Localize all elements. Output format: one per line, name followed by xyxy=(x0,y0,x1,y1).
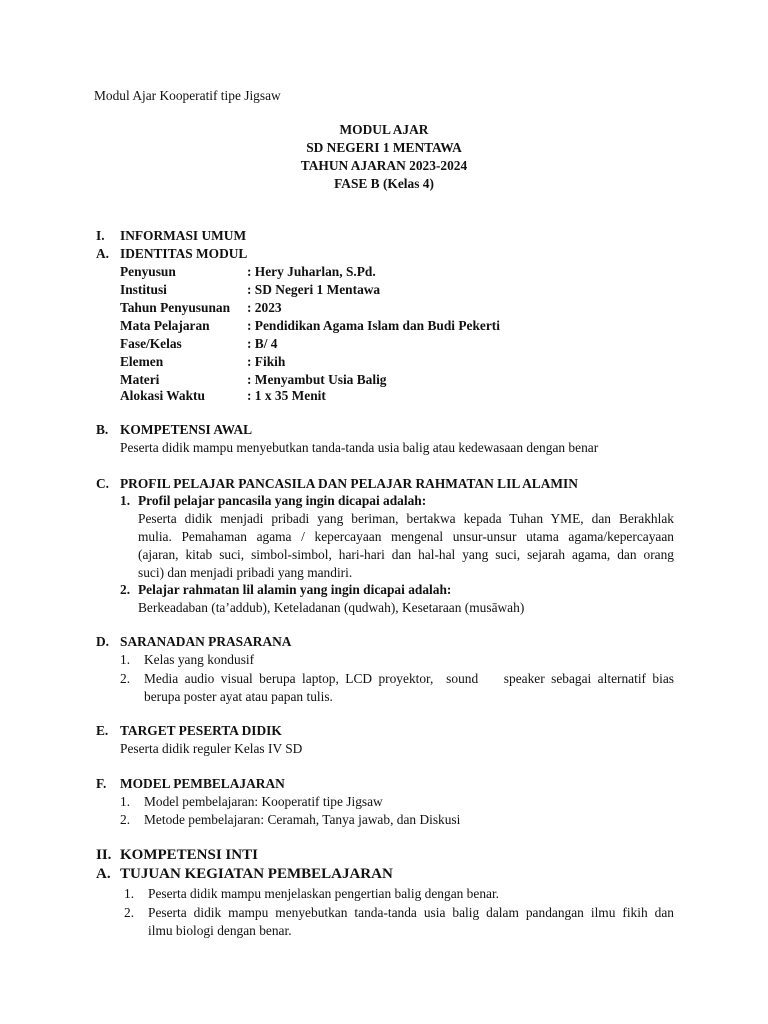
identity-label: Penyusun xyxy=(120,264,176,279)
kompetensi-awal-text: Peserta didik mampu menyebutkan tanda-tanda usia balig atau kedewasaan dengan benar xyxy=(120,440,599,455)
list-item: Media audio visual berupa laptop, LCD proyektor, sound speaker sebagai alternatif bias xyxy=(144,671,674,686)
list-item: Peserta didik mampu menyebutkan tanda-tanda usia balig dalam pandangan ilmu fikih dan xyxy=(148,905,674,920)
subsection-f-title: MODEL PEMBELAJARAN xyxy=(120,776,285,791)
title-line-2: SD NEGERI 1 MENTAWA xyxy=(306,140,462,155)
list-item-number: 2. xyxy=(120,812,131,827)
title-line-1: MODUL AJAR xyxy=(339,122,429,137)
paragraph-line: (ajaran, kitab suci, simbol-simbol, hari-hari dan hal-hal yang suci, sejarah agama, dan orang xyxy=(138,547,674,562)
list-item-number: 1. xyxy=(120,652,131,667)
identity-value: : 2023 xyxy=(247,300,282,315)
subsection-f-number: F. xyxy=(96,776,107,791)
identity-label: Elemen xyxy=(120,354,164,369)
profil-pancasila-title: Profil pelajar pancasila yang ingin dicapai adalah: xyxy=(138,493,427,508)
subsection-d-title: SARANADAN PRASARANA xyxy=(120,634,292,649)
identity-value: : 1 x 35 Menit xyxy=(247,388,326,403)
identity-label: Institusi xyxy=(120,282,167,297)
list-item: Peserta didik mampu menjelaskan pengertian balig dengan benar. xyxy=(148,886,500,901)
list-item-number: 1. xyxy=(124,886,135,901)
section-1-title: INFORMASI UMUM xyxy=(120,228,247,243)
subsection-c-title: PROFIL PELAJAR PANCASILA DAN PELAJAR RAHMATAN LIL ALAMIN xyxy=(120,476,578,491)
list-item: Kelas yang kondusif xyxy=(144,652,255,667)
target-text: Peserta didik reguler Kelas IV SD xyxy=(120,741,303,756)
subsection-e-title: TARGET PESERTA DIDIK xyxy=(120,723,282,738)
list-item-number: 1. xyxy=(120,794,131,809)
list-item-number: 1. xyxy=(120,493,131,508)
list-item-number: 2. xyxy=(124,905,135,920)
identity-value: : SD Negeri 1 Mentawa xyxy=(247,282,381,297)
section-2a-number: A. xyxy=(96,866,111,882)
rahmatan-text: Berkeadaban (ta’addub), Keteladanan (qudwah), Kesetaraan (musāwah) xyxy=(138,600,525,615)
identity-value: : Hery Juharlan, S.Pd. xyxy=(247,264,376,279)
list-item-number: 2. xyxy=(120,671,131,686)
identity-label: Materi xyxy=(120,372,160,387)
list-item-number: 2. xyxy=(120,582,131,597)
identity-value: : Menyambut Usia Balig xyxy=(247,372,387,387)
identity-label: Tahun Penyusunan xyxy=(120,300,231,315)
section-1-number: I. xyxy=(96,228,105,243)
section-2-number: II. xyxy=(96,847,112,863)
subsection-d-number: D. xyxy=(96,634,110,649)
paragraph-line: suci) dan menjadi pribadi yang mandiri. xyxy=(138,565,353,580)
subsection-b-number: B. xyxy=(96,422,109,437)
header-note: Modul Ajar Kooperatif tipe Jigsaw xyxy=(94,88,281,103)
subsection-e-number: E. xyxy=(96,723,109,738)
identity-value: : Fikih xyxy=(247,354,286,369)
section-2a-title: TUJUAN KEGIATAN PEMBELAJARAN xyxy=(120,866,393,882)
subsection-a-number: A. xyxy=(96,246,110,261)
identity-value: : B/ 4 xyxy=(247,336,278,351)
section-2-title: KOMPETENSI INTI xyxy=(120,847,258,863)
identity-label: Fase/Kelas xyxy=(120,336,182,351)
subsection-a-title: IDENTITAS MODUL xyxy=(120,246,248,261)
identity-label: Mata Pelajaran xyxy=(120,318,210,333)
list-item: Model pembelajaran: Kooperatif tipe Jigsaw xyxy=(144,794,383,809)
paragraph-line: Peserta didik menjadi pribadi yang beriman, bertakwa kepada Tuhan YME, dan Berakhlak xyxy=(138,511,674,526)
title-line-3: TAHUN AJARAN 2023-2024 xyxy=(300,158,468,173)
title-line-4: FASE B (Kelas 4) xyxy=(334,176,434,191)
subsection-c-number: C. xyxy=(96,476,110,491)
paragraph-line: mulia. Pemahaman agama / kepercayaan mengenal unsur-unsur utama agama/kepercayaan xyxy=(138,529,674,544)
list-item-continuation: berupa poster ayat atau papan tulis. xyxy=(144,689,333,704)
rahmatan-title: Pelajar rahmatan lil alamin yang ingin dicapai adalah: xyxy=(138,582,452,597)
identity-value: : Pendidikan Agama Islam dan Budi Pekerti xyxy=(247,318,500,333)
list-item-continuation: ilmu biologi dengan benar. xyxy=(148,923,292,938)
subsection-b-title: KOMPETENSI AWAL xyxy=(120,422,253,437)
list-item: Metode pembelajaran: Ceramah, Tanya jawab, dan Diskusi xyxy=(144,812,461,827)
identity-label: Alokasi Waktu xyxy=(120,388,205,403)
